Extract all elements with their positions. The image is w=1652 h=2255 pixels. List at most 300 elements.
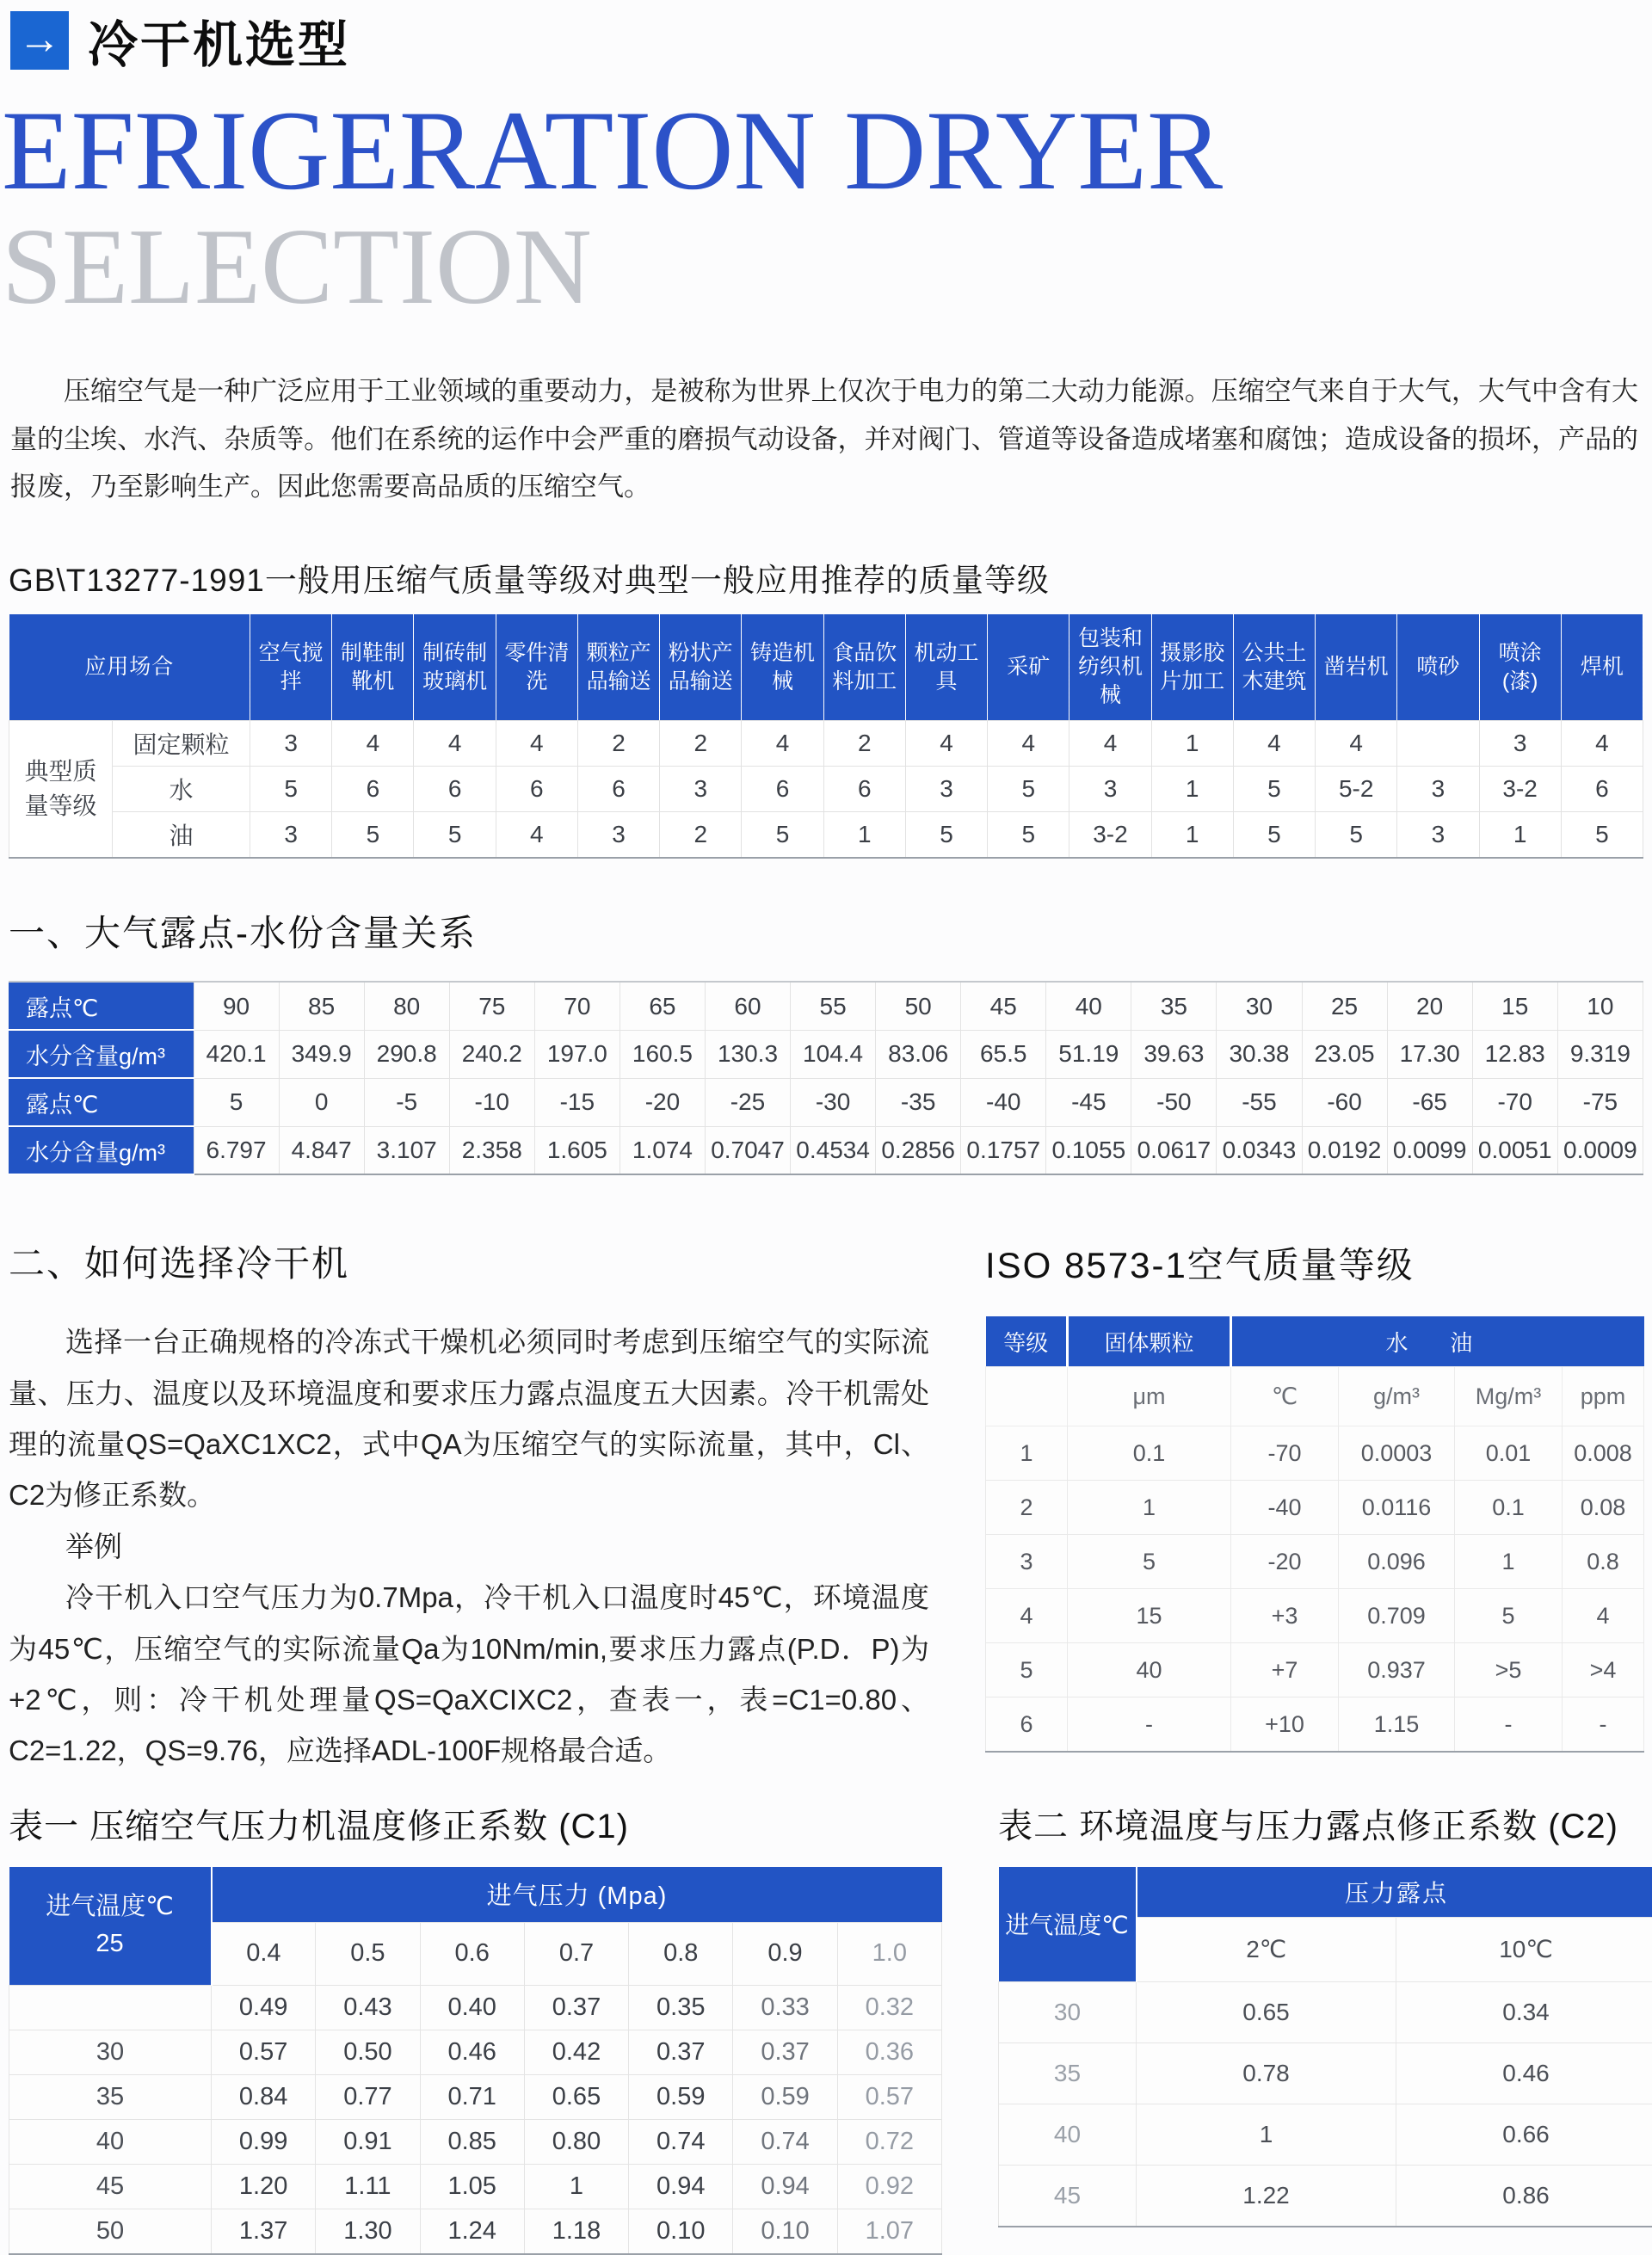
- bottom-tables: [9, 1799, 1643, 2255]
- table-cell: -35: [876, 1078, 961, 1126]
- table-cell: 4: [1233, 721, 1315, 767]
- table-cell: 1: [1151, 721, 1233, 767]
- table-cell: 5: [986, 1643, 1068, 1697]
- table-cell: 4: [1316, 721, 1397, 767]
- table-row: [9, 721, 1643, 767]
- table-cell: >4: [1563, 1643, 1644, 1697]
- row-label: 35: [9, 2074, 212, 2119]
- table-cell: -40: [961, 1078, 1046, 1126]
- column-header: 零件清洗: [496, 614, 577, 721]
- table-row: [9, 2030, 942, 2074]
- row-label: 45: [9, 2164, 212, 2209]
- table-cell: 0.7047: [705, 1126, 790, 1174]
- column-header: 采矿: [988, 614, 1069, 721]
- table-cell: 20: [1387, 982, 1472, 1030]
- grade-header: 等级: [986, 1316, 1068, 1367]
- table-cell: 0.59: [629, 2074, 733, 2119]
- table-cell: 6: [414, 767, 496, 812]
- dew-point-header: 压力露点: [1137, 1867, 1652, 1918]
- table-cell: 3: [1479, 721, 1561, 767]
- table-row: [9, 2164, 942, 2209]
- table-cell: 1: [986, 1426, 1068, 1481]
- table-cell: 3: [250, 721, 332, 767]
- table-cell: 1.30: [316, 2209, 420, 2254]
- arrow-icon: [10, 11, 69, 70]
- corner-header: 应用场合: [9, 614, 250, 721]
- table-cell: 1.07: [837, 2209, 941, 2254]
- table-cell: -15: [534, 1078, 620, 1126]
- table-row: [986, 1426, 1644, 1481]
- table-cell: 0.74: [733, 2119, 837, 2164]
- table-cell: 0.42: [524, 2030, 628, 2074]
- table-cell: 5: [742, 812, 823, 859]
- table-cell: 30.38: [1217, 1030, 1302, 1078]
- intro-paragraph: 压缩空气是一种广泛应用于工业领域的重要动力，是被称为世界上仅次于电力的第二大动力能源。压缩空气来自于大气，大气中含有大量的尘埃、水汽、杂质等。他们在系统的运作中会严重的磨损气动设备，并对阀门、管道等设备造成堵塞和腐蚀；造成设备的损坏，产品的报废，乃至影响生产。因此您需要高品质的压缩空气。: [10, 367, 1638, 511]
- dewpoint-value: 2℃: [1137, 1917, 1396, 1981]
- table-cell: 0.1055: [1046, 1126, 1131, 1174]
- table-cell: 5: [1455, 1589, 1563, 1643]
- table-cell: -: [1068, 1697, 1231, 1753]
- table-cell: 65.5: [961, 1030, 1046, 1078]
- table-cell: 6: [496, 767, 577, 812]
- table-cell: 25: [1302, 982, 1387, 1030]
- table-cell: -30: [791, 1078, 876, 1126]
- table-cell: 0.59: [733, 2074, 837, 2119]
- table-cell: 0.1: [1455, 1481, 1563, 1535]
- table-cell: -5: [364, 1078, 449, 1126]
- table-cell: 290.8: [364, 1030, 449, 1078]
- table-cell: 15: [1472, 982, 1557, 1030]
- table-cell: 1: [1479, 812, 1561, 859]
- table-cell: 0.80: [524, 2119, 628, 2164]
- table-cell: 0.66: [1396, 2104, 1652, 2165]
- table-cell: 0.46: [420, 2030, 524, 2074]
- iso-column: [985, 1235, 1643, 1753]
- table-cell: 2: [660, 721, 742, 767]
- table-cell: 39.63: [1131, 1030, 1217, 1078]
- arrow-glyph: →: [18, 17, 61, 60]
- table-cell: 1.24: [420, 2209, 524, 2254]
- row-label: 露点℃: [9, 1078, 194, 1126]
- table-cell: 0.77: [316, 2074, 420, 2119]
- table-row: [9, 1985, 942, 2030]
- table-cell: 3: [577, 812, 659, 859]
- table-cell: 1: [1151, 812, 1233, 859]
- table-cell: 65: [620, 982, 705, 1030]
- table-cell: -50: [1131, 1078, 1217, 1126]
- table-cell: 0.008: [1563, 1426, 1644, 1481]
- paragraph: 选择一台正确规格的冷冻式干燥机必须同时考虑到压缩空气的实际流量、压力、温度以及环境温度和要求压力露点温度五大因素。冷干机需处理的流量QS=QaXC1XC2，式中QA为压缩空气的实际流量，其中，Cl、C2为修正系数。: [9, 1316, 929, 1521]
- table-cell: [1397, 721, 1479, 767]
- table-cell: 349.9: [279, 1030, 364, 1078]
- table-row: [9, 982, 1643, 1030]
- table-cell: 4: [496, 812, 577, 859]
- table-cell: 50: [876, 982, 961, 1030]
- row-label: 40: [9, 2119, 212, 2164]
- table-cell: 0.0116: [1339, 1481, 1455, 1535]
- table-header-row: [999, 1867, 1652, 1918]
- iso-quality-table: [985, 1316, 1644, 1753]
- table-cell: 0.37: [524, 1985, 628, 2030]
- column-header: 铸造机械: [742, 614, 823, 721]
- table-cell: 0.08: [1563, 1481, 1644, 1535]
- pressure-value: 0.7: [524, 1922, 628, 1985]
- column-header: 喷涂(漆): [1479, 614, 1561, 721]
- table-cell: 5: [1068, 1535, 1231, 1589]
- table-row: [986, 1697, 1644, 1753]
- table-cell: 0.709: [1339, 1589, 1455, 1643]
- table-cell: 6: [742, 767, 823, 812]
- table-cell: 83.06: [876, 1030, 961, 1078]
- table-cell: -65: [1387, 1078, 1472, 1126]
- table-cell: 4: [905, 721, 987, 767]
- table-cell: 0.1757: [961, 1126, 1046, 1174]
- table-row: [9, 1126, 1643, 1174]
- table-cell: 0.0617: [1131, 1126, 1217, 1174]
- table-cell: 6: [577, 767, 659, 812]
- table-cell: 5: [988, 767, 1069, 812]
- table-cell: 2.358: [449, 1126, 534, 1174]
- table-cell: 6: [332, 767, 414, 812]
- row-label: 固定颗粒: [113, 721, 250, 767]
- table2-block: [998, 1799, 1652, 2227]
- table2-title: 表二 环境温度与压力露点修正系数 (C2): [998, 1799, 1652, 1848]
- row-label: [9, 1985, 212, 2030]
- table-cell: 3.107: [364, 1126, 449, 1174]
- table-cell: 0.33: [733, 1985, 837, 2030]
- section2-title: 二、如何选择冷干机: [9, 1235, 929, 1287]
- table-cell: >5: [1455, 1643, 1563, 1697]
- table-cell: 4: [1563, 1589, 1644, 1643]
- table-cell: 0.0099: [1387, 1126, 1472, 1174]
- table-cell: 0.49: [212, 1985, 316, 2030]
- table-row: [9, 2074, 942, 2119]
- table-cell: 0.10: [629, 2209, 733, 2254]
- table-cell: 1.18: [524, 2209, 628, 2254]
- paragraph: 冷干机入口空气压力为0.7Mpa，冷干机入口温度时45℃，环境温度为45℃，压缩空气的实际流量Qa为10Nm/min,要求压力露点(P.D．P)为+2℃，则：冷干机处理量QS=QaXCIXC2，查表一，表=C1=0.80、C2=1.22，QS=9.76，应选择ADL-100F规格最合适。: [9, 1572, 929, 1777]
- page-header: [10, 9, 1643, 72]
- table-cell: 104.4: [791, 1030, 876, 1078]
- table-cell: 1.11: [316, 2164, 420, 2209]
- table-cell: 5: [414, 812, 496, 859]
- table-cell: 0.32: [837, 1985, 941, 2030]
- table-cell: 4: [988, 721, 1069, 767]
- table-cell: 40: [1046, 982, 1131, 1030]
- table-cell: 2: [577, 721, 659, 767]
- selection-column: [9, 1235, 929, 1777]
- table-cell: 1: [1137, 2104, 1396, 2165]
- table-cell: 197.0: [534, 1030, 620, 1078]
- table-cell: 0.94: [629, 2164, 733, 2209]
- table-row: [999, 1981, 1652, 2042]
- pressure-value: 0.5: [316, 1922, 420, 1985]
- gb-quality-table: [9, 614, 1643, 859]
- table-cell: 0.74: [629, 2119, 733, 2164]
- table-cell: 4: [332, 721, 414, 767]
- table-cell: 240.2: [449, 1030, 534, 1078]
- table-cell: 3-2: [1479, 767, 1561, 812]
- unit-cell: ℃: [1231, 1367, 1339, 1426]
- table-cell: 3: [660, 767, 742, 812]
- table-cell: 0.72: [837, 2119, 941, 2164]
- intake-temp-header: [9, 1867, 212, 1986]
- units-row: [986, 1367, 1644, 1426]
- pressure-value: 0.8: [629, 1922, 733, 1985]
- c2-correction-table: [998, 1867, 1652, 2227]
- column-header: 凿岩机: [1316, 614, 1397, 721]
- table-cell: 0.92: [837, 2164, 941, 2209]
- table-cell: 6: [986, 1697, 1068, 1753]
- table-cell: 0.0343: [1217, 1126, 1302, 1174]
- intake-temp-header: 进气温度℃: [999, 1867, 1137, 1982]
- table-cell: 3-2: [1069, 812, 1151, 859]
- table-cell: 0: [279, 1078, 364, 1126]
- table-cell: 23.05: [1302, 1030, 1387, 1078]
- row-group-label: 典型质量等级: [9, 721, 113, 859]
- table-cell: 5: [194, 1078, 279, 1126]
- table-cell: +7: [1231, 1643, 1339, 1697]
- table-cell: -10: [449, 1078, 534, 1126]
- column-header: 粉状产品输送: [660, 614, 742, 721]
- row-label: 35: [999, 2042, 1137, 2104]
- unit-cell: μm: [1068, 1367, 1231, 1426]
- table-cell: 0.0003: [1339, 1426, 1455, 1481]
- table-cell: 0.37: [733, 2030, 837, 2074]
- table-cell: -: [1455, 1697, 1563, 1753]
- intake-temp-label: 进气温度℃: [10, 1888, 210, 1926]
- table-cell: 1.22: [1137, 2165, 1396, 2227]
- table-cell: 5: [1561, 812, 1643, 859]
- unit-cell: ppm: [1563, 1367, 1644, 1426]
- table-cell: 55: [791, 982, 876, 1030]
- table-row: [986, 1589, 1644, 1643]
- table-cell: -20: [1231, 1535, 1339, 1589]
- table-cell: +10: [1231, 1697, 1339, 1753]
- column-header: 喷砂: [1397, 614, 1479, 721]
- pressure-value: 1.0: [837, 1922, 941, 1985]
- table-cell: 4: [742, 721, 823, 767]
- table-cell: 0.86: [1396, 2165, 1652, 2227]
- column-header: 机动工具: [905, 614, 987, 721]
- table-cell: 0.71: [420, 2074, 524, 2119]
- table-cell: 420.1: [194, 1030, 279, 1078]
- table-cell: 3: [905, 767, 987, 812]
- table-cell: 1: [823, 812, 905, 859]
- selection-text: [9, 1316, 929, 1777]
- row-label: 30: [999, 1981, 1137, 2042]
- table-cell: 1.605: [534, 1126, 620, 1174]
- table-cell: 1.20: [212, 2164, 316, 2209]
- row-label: 水分含量g/m³: [9, 1126, 194, 1174]
- table-cell: 5: [1316, 812, 1397, 859]
- column-header: 制砖制玻璃机: [414, 614, 496, 721]
- pressure-value: 0.9: [733, 1922, 837, 1985]
- table-cell: 5-2: [1316, 767, 1397, 812]
- column-header: 食品饮料加工: [823, 614, 905, 721]
- table-cell: 3: [986, 1535, 1068, 1589]
- row-label: 40: [999, 2104, 1137, 2165]
- table-row: [999, 2042, 1652, 2104]
- table-row: [986, 1481, 1644, 1535]
- example-label: 举例: [9, 1521, 929, 1572]
- table-cell: 0.65: [1137, 1981, 1396, 2042]
- page-title: 冷干机选型: [88, 4, 350, 77]
- table-row: [9, 2119, 942, 2164]
- catalog-page: [0, 9, 1652, 2255]
- unit-cell: Mg/m³: [1455, 1367, 1563, 1426]
- table-cell: 4: [986, 1589, 1068, 1643]
- table-cell: -70: [1231, 1426, 1339, 1481]
- table-cell: 1.074: [620, 1126, 705, 1174]
- table-cell: 0.2856: [876, 1126, 961, 1174]
- table-cell: 0.78: [1137, 2042, 1396, 2104]
- table-cell: 0.10: [733, 2209, 837, 2254]
- table-cell: 3: [1397, 812, 1479, 859]
- table-cell: 1: [524, 2164, 628, 2209]
- table-row: [986, 1535, 1644, 1589]
- table-cell: 0.94: [733, 2164, 837, 2209]
- table-cell: 30: [1217, 982, 1302, 1030]
- row-label: 50: [9, 2209, 212, 2254]
- table-cell: 1.15: [1339, 1697, 1455, 1753]
- table-header-row: [986, 1316, 1644, 1367]
- table-cell: 0.1: [1068, 1426, 1231, 1481]
- table-row: [986, 1643, 1644, 1697]
- table-cell: 0.84: [212, 2074, 316, 2119]
- unit-cell: [986, 1367, 1068, 1426]
- main-title-en: EFRIGERATION DRYER: [2, 91, 1643, 211]
- table-cell: 1.37: [212, 2209, 316, 2254]
- row-label: 露点℃: [9, 982, 194, 1030]
- table-row: [9, 2209, 942, 2254]
- table-cell: 6: [823, 767, 905, 812]
- table-cell: 75: [449, 982, 534, 1030]
- row-label: 油: [113, 812, 250, 859]
- table-cell: 4: [414, 721, 496, 767]
- pressure-value: 0.6: [420, 1922, 524, 1985]
- dewpoint-value: 10℃: [1396, 1917, 1652, 1981]
- table-cell: 0.91: [316, 2119, 420, 2164]
- table-cell: 0.01: [1455, 1426, 1563, 1481]
- table-row: [9, 1030, 1643, 1078]
- table-cell: 4: [1069, 721, 1151, 767]
- pressure-value: 0.4: [212, 1922, 316, 1985]
- row-label: 水分含量g/m³: [9, 1030, 194, 1078]
- table-cell: 1: [1151, 767, 1233, 812]
- table-cell: 10: [1557, 982, 1643, 1030]
- table-cell: 6.797: [194, 1126, 279, 1174]
- table-cell: 0.34: [1396, 1981, 1652, 2042]
- table-cell: 0.40: [420, 1985, 524, 2030]
- table-cell: 5: [905, 812, 987, 859]
- table-cell: 0.096: [1339, 1535, 1455, 1589]
- table-cell: -60: [1302, 1078, 1387, 1126]
- table-cell: 3: [1397, 767, 1479, 812]
- table-cell: 0.50: [316, 2030, 420, 2074]
- table-cell: 0.37: [629, 2030, 733, 2074]
- table-cell: 160.5: [620, 1030, 705, 1078]
- table-cell: 0.4534: [791, 1126, 876, 1174]
- table-header-row: [9, 614, 1643, 721]
- solids-header: 固体颗粒: [1068, 1316, 1231, 1367]
- column-header: 空气搅拌: [250, 614, 332, 721]
- column-header: 公共土木建筑: [1233, 614, 1315, 721]
- table-cell: 5: [332, 812, 414, 859]
- table-cell: 70: [534, 982, 620, 1030]
- table-cell: 2: [986, 1481, 1068, 1535]
- intake-temp-base: 25: [10, 1925, 210, 1963]
- table-cell: 15: [1068, 1589, 1231, 1643]
- table-row: [999, 2165, 1652, 2227]
- dew-point-table: [9, 981, 1643, 1175]
- table-row: [999, 2104, 1652, 2165]
- table-cell: -20: [620, 1078, 705, 1126]
- table-cell: 4: [1561, 721, 1643, 767]
- table-cell: 0.8: [1563, 1535, 1644, 1589]
- table-cell: 6: [1561, 767, 1643, 812]
- table-row: [9, 812, 1643, 859]
- table-cell: -40: [1231, 1481, 1339, 1535]
- table-cell: 60: [705, 982, 790, 1030]
- table-row: [9, 1078, 1643, 1126]
- table-cell: 5: [1233, 767, 1315, 812]
- unit-cell: g/m³: [1339, 1367, 1455, 1426]
- table-cell: 12.83: [1472, 1030, 1557, 1078]
- c1-correction-table: [9, 1867, 942, 2255]
- row-label: 45: [999, 2165, 1137, 2227]
- table-cell: 0.57: [837, 2074, 941, 2119]
- table-cell: 2: [823, 721, 905, 767]
- column-header: 包装和纺织机械: [1069, 614, 1151, 721]
- table-cell: 5: [250, 767, 332, 812]
- middle-columns: [9, 1235, 1643, 1777]
- table-cell: 1: [1068, 1481, 1231, 1535]
- table-cell: +3: [1231, 1589, 1339, 1643]
- table-cell: 1.05: [420, 2164, 524, 2209]
- table-cell: 0.43: [316, 1985, 420, 2030]
- table-cell: 1: [1455, 1535, 1563, 1589]
- table-cell: 90: [194, 982, 279, 1030]
- table-cell: 0.57: [212, 2030, 316, 2074]
- table-cell: 5: [1233, 812, 1315, 859]
- table-cell: 0.46: [1396, 2042, 1652, 2104]
- table-cell: 3: [1069, 767, 1151, 812]
- iso-table-title: ISO 8573-1空气质量等级: [985, 1237, 1643, 1289]
- table-cell: 51.19: [1046, 1030, 1131, 1078]
- table-cell: 0.85: [420, 2119, 524, 2164]
- section1-title: 一、大气露点-水份含量关系: [9, 905, 1643, 957]
- table-cell: 130.3: [705, 1030, 790, 1078]
- table-cell: 35: [1131, 982, 1217, 1030]
- table1-block: [9, 1799, 942, 2255]
- gb-table-title: GB\T13277-1991一般用压缩气质量等级对典型一般应用推荐的质量等级: [9, 554, 1643, 601]
- table-cell: -: [1563, 1697, 1644, 1753]
- row-label: 30: [9, 2030, 212, 2074]
- pressure-header: 进气压力 (Mpa): [212, 1867, 942, 1923]
- table-cell: 0.65: [524, 2074, 628, 2119]
- table-cell: 0.99: [212, 2119, 316, 2164]
- row-label: 水: [113, 767, 250, 812]
- table-cell: 0.36: [837, 2030, 941, 2074]
- table-cell: 9.319: [1557, 1030, 1643, 1078]
- table-cell: 0.937: [1339, 1643, 1455, 1697]
- column-header: 摄影胶片加工: [1151, 614, 1233, 721]
- table-cell: 3: [250, 812, 332, 859]
- table-cell: 0.0009: [1557, 1126, 1643, 1174]
- table-cell: 0.0051: [1472, 1126, 1557, 1174]
- table-cell: 85: [279, 982, 364, 1030]
- table-cell: 4: [496, 721, 577, 767]
